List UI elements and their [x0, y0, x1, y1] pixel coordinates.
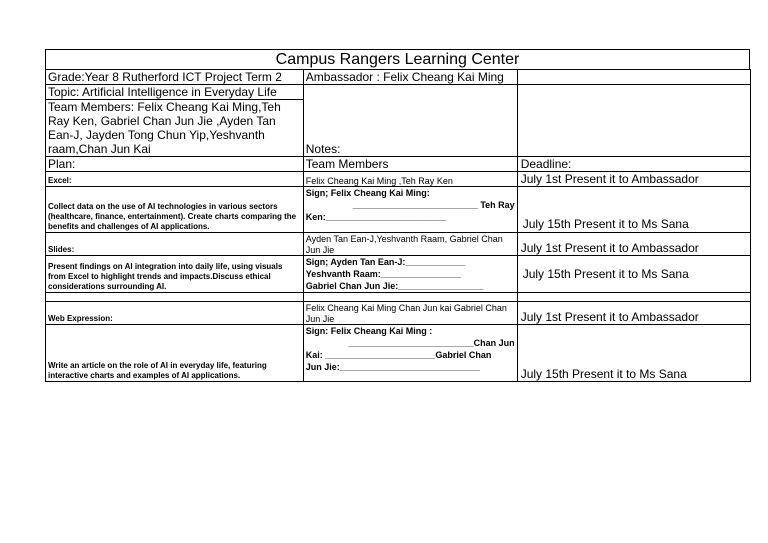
section-detail-row: [46, 325, 751, 382]
signature-block: [303, 325, 517, 382]
signature-label: Sign: Felix Cheang Kai Ming :: [305, 326, 433, 336]
signature-line: Gabriel Chan Jun Jie:_________________: [305, 281, 484, 291]
grade-cell: Grade:Year 8 Rutherford ICT Project Term 2: [46, 70, 304, 85]
grade-row: [46, 70, 751, 85]
topic-cell: Topic: Artificial Intelligence in Everyday Life: [46, 85, 304, 100]
deadline-header: Deadline:: [517, 157, 750, 172]
empty-cell: [517, 85, 750, 157]
column-header-row: [46, 157, 751, 172]
signature-line: _________________________Chan Jun: [348, 338, 515, 348]
section-detail-row: [46, 256, 751, 293]
empty-cell: [46, 293, 304, 302]
section-members: Felix Cheang Kai Ming Chan Jun kai Gabriel Chan Jun Jie: [303, 302, 517, 325]
plan-table: [45, 69, 751, 382]
team-members-cell: Team Members: Felix Cheang Kai Ming,Teh Ray Ken, Gabriel Chan Jun Jie ,Ayden Tan Ean-J, Jayden Tong Chun Yip,Yeshvanth raam,Chan Jun Kai: [46, 100, 304, 157]
signature-label: Sign; Ayden Tan Ean-J:____________: [305, 257, 466, 267]
signature-line: Yeshvanth Raam:________________: [305, 269, 461, 279]
signature-block: [303, 187, 517, 233]
empty-cell: [517, 293, 750, 302]
deadline-ambassador: July 1st Present it to Ambassador: [517, 233, 750, 256]
plan-header: Plan:: [46, 157, 304, 172]
signature-line: Ken:________________________: [305, 212, 446, 222]
spacer-row: [46, 293, 751, 302]
section-row: [46, 302, 751, 325]
section-row: [46, 233, 751, 256]
ambassador-cell: Ambassador : Felix Cheang Kai Ming: [303, 70, 517, 85]
deadline-ambassador: July 1st Present it to Ambassador: [517, 172, 750, 187]
section-description: Collect data on the use of AI technologies in various sectors (healthcare, finance, entertainment). Create charts comparing the benefits and challenges of AI applications.: [46, 187, 304, 233]
deadline-teacher: July 15th Present it to Ms Sana: [517, 187, 750, 233]
section-description: Write an article on the role of AI in everyday life, featuring interactive charts and examples of AI applications.: [46, 325, 304, 382]
section-detail-row: [46, 187, 751, 233]
section-description: Present findings on AI integration into daily life, using visuals from Excel to highlight trends and impacts.Discuss ethical considerations surrounding AI.: [46, 256, 304, 293]
section-name: Excel:: [46, 172, 304, 187]
section-name: Web Expression:: [46, 302, 304, 325]
topic-row: [46, 85, 751, 100]
signature-label: Sign; Felix Cheang Kai Ming:: [305, 188, 430, 198]
notes-cell: Notes:: [303, 85, 517, 157]
project-sheet: [45, 49, 750, 382]
signature-line: _________________________ Teh Ray: [352, 200, 515, 210]
section-row: [46, 172, 751, 187]
signature-line: Kai: ______________________Gabriel Chan: [305, 350, 492, 360]
section-members: Ayden Tan Ean-J,Yeshvanth Raam, Gabriel Chan Jun Jie: [303, 233, 517, 256]
section-members: Felix Cheang Kai Ming ,Teh Ray Ken: [303, 172, 517, 187]
signature-block: [303, 256, 517, 293]
deadline-teacher: July 15th Present it to Ms Sana: [517, 256, 750, 293]
empty-cell: [517, 70, 750, 85]
section-name: Slides:: [46, 233, 304, 256]
team-members-header: Team Members: [303, 157, 517, 172]
page-title: Campus Rangers Learning Center: [45, 49, 750, 70]
deadline-ambassador: July 1st Present it to Ambassador: [517, 302, 750, 325]
signature-line: Jun Jie:____________________________: [305, 362, 480, 372]
empty-cell: [303, 293, 517, 302]
deadline-teacher: July 15th Present it to Ms Sana: [517, 325, 750, 382]
